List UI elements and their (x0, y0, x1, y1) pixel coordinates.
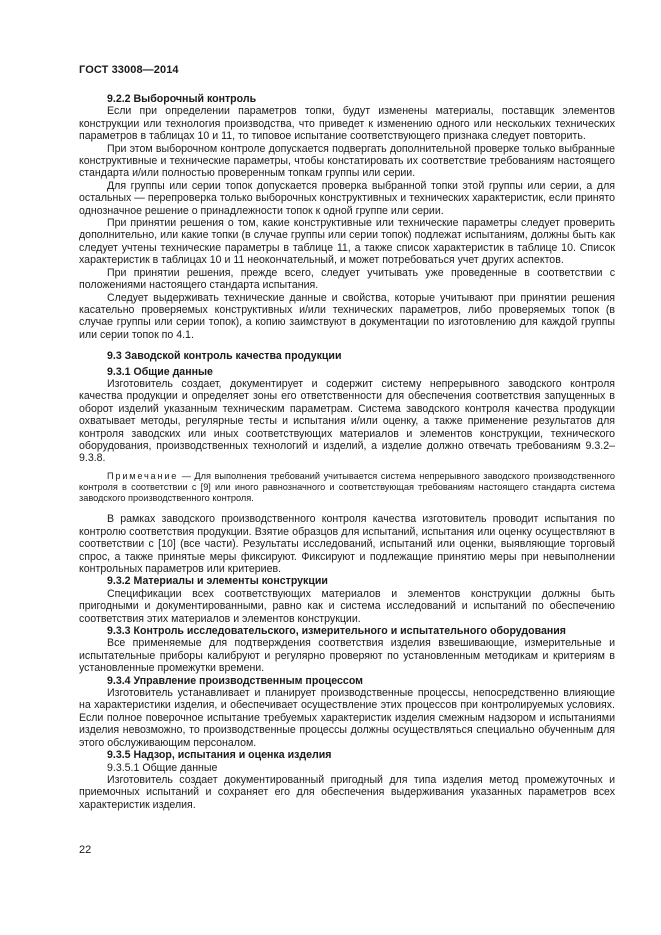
section-heading: 9.3 Заводской контроль качества продукции (107, 350, 342, 363)
page-number: 22 (79, 844, 92, 856)
section-heading: 9.3.2 Материалы и элементы конструкции (107, 575, 328, 588)
section-heading: 9.3.3 Контроль исследовательского, измерительного и испытательного оборудования (107, 625, 566, 638)
section-heading: 9.2.2 Выборочный контроль (107, 93, 257, 105)
paragraph: При принятии решения о том, какие конструктивные или технические параметры следует проверить дополнительно, или какие топки (в случае группы или серии топок) подлежат испытаниям, должны быть как следует учтены технические параметры в таблице 11, а также список характеристик в таблице 10. Список характеристик в таблицах 10 и 11 неокончательный, и может потребоваться учет других аспектов. (79, 217, 615, 267)
paragraph: Для группы или серии топок допускается проверка выбранной топки этой группы или серии, а для остальных — перепроверка только выборочных конструктивных и технических характеристик, если принято однозначное решение о принадлежности топок к одной группе или серии. (79, 179, 615, 217)
paragraph: Все применяемые для подтверждения соответствия изделия взвешивающие, измерительные и испытательные приборы калибруют и регулярно проверяют по установленным методикам и критериям в установленные промежутки времени. (79, 637, 615, 675)
paragraph: В рамках заводского производственного контроля качества изготовитель проводит испытания по контролю соответствия продукции. Взятие образцов для испытаний, испытания или оценку осуществляют в соответствии с [10] (все части). Результаты исследований, испытаний или оценки, выявляющие торговый спрос, а также принятые меры фиксируют. Фиксируют и подлежащие принятию меры при невыполнении контрольных параметров или критериев. (79, 513, 615, 576)
paragraph: Изготовитель создает документированный пригодный для типа изделия метод промежуточных и приемочных испытаний и сохраняет его для обеспечения выдерживания указанных параметров всех характеристик изделия. (79, 773, 615, 811)
note-label: Примечание (107, 470, 179, 481)
note (79, 471, 615, 505)
paragraph: При принятии решения, прежде всего, следует учитывать уже проведенные в соответствии с положениями настоящего стандарта испытания. (79, 266, 615, 292)
standard-header: ГОСТ 33008—2014 (79, 64, 179, 76)
paragraph: Изготовитель создает, документирует и содержит систему непрерывного заводского контроля качества продукции и определяет зоны его ответственности для обеспечения соответствия запущенных в оборот изделий указанным техническим параметрам. Система заводского контроля качества продукции охватывает методы, регулярные тесты и испытания и/или оценку, а также применение результатов для контроля заводских или иных соответствующих материалов и элементов конструкции, технического оборудования, производственных технологий и изделий, а изделие должно отвечать требованиям 9.3.2–9.3.8. (79, 377, 615, 465)
paragraph: Следует выдерживать технические данные и свойства, которые учитывают при принятии решения касательно проверяемых конструктивных и/или технических параметров, либо проверяемых топок (в случае группы или серии топок), а копию заимствуют в документации по изготовлению для каждой группы или серии топок по 4.1. (79, 291, 615, 341)
document-body (79, 93, 615, 811)
section-heading: 9.3.1 Общие данные (107, 365, 213, 378)
note-text: — Для выполнения требований учитывается система непрерывного заводского производственного контроля в соответствии с [9] или иного равнозначного и соответствующая требованиям настоящего стандарта система заводского производственного контроля. (79, 470, 615, 504)
paragraph: При этом выборочном контроле допускается подвергать дополнительной проверке только выбранные конструктивные и технические параметры, чтобы констатировать их соответствие требованиям настоящего стандарта и/или полностью проверенным топкам группы или серии. (79, 142, 615, 180)
paragraph: Изготовитель устанавливает и планирует производственные процессы, непосредственно влияющие на характеристики изделия, и обеспечивает осуществление этих процессов при контролируемых условиях. Если полное поверочное испытание требуемых характеристик изделия смежным надзором и испытаниями изделия невозможно, то производственные процессы должны осуществляться специально обученным для этого обслуживающим персоналом. (79, 687, 615, 749)
paragraph: Спецификации всех соответствующих материалов и элементов конструкции должны быть пригодными и документированными, равно как и система исследований и испытаний по обеспечению соответствия этих материалов и элементов конструкции. (79, 587, 615, 625)
section-heading: 9.3.5 Надзор, испытания и оценка изделия (107, 749, 332, 762)
subsection-heading: 9.3.5.1 Общие данные (107, 761, 218, 774)
section-heading: 9.3.4 Управление производственным процессом (107, 674, 363, 687)
paragraph: Если при определении параметров топки, будут изменены материалы, поставщик элементов конструкции или технология производства, что приведет к изменению одного или нескольких технических параметров в таблицах 10 и 11, то типовое испытание соответствующего признака следует повторить. (79, 105, 615, 143)
